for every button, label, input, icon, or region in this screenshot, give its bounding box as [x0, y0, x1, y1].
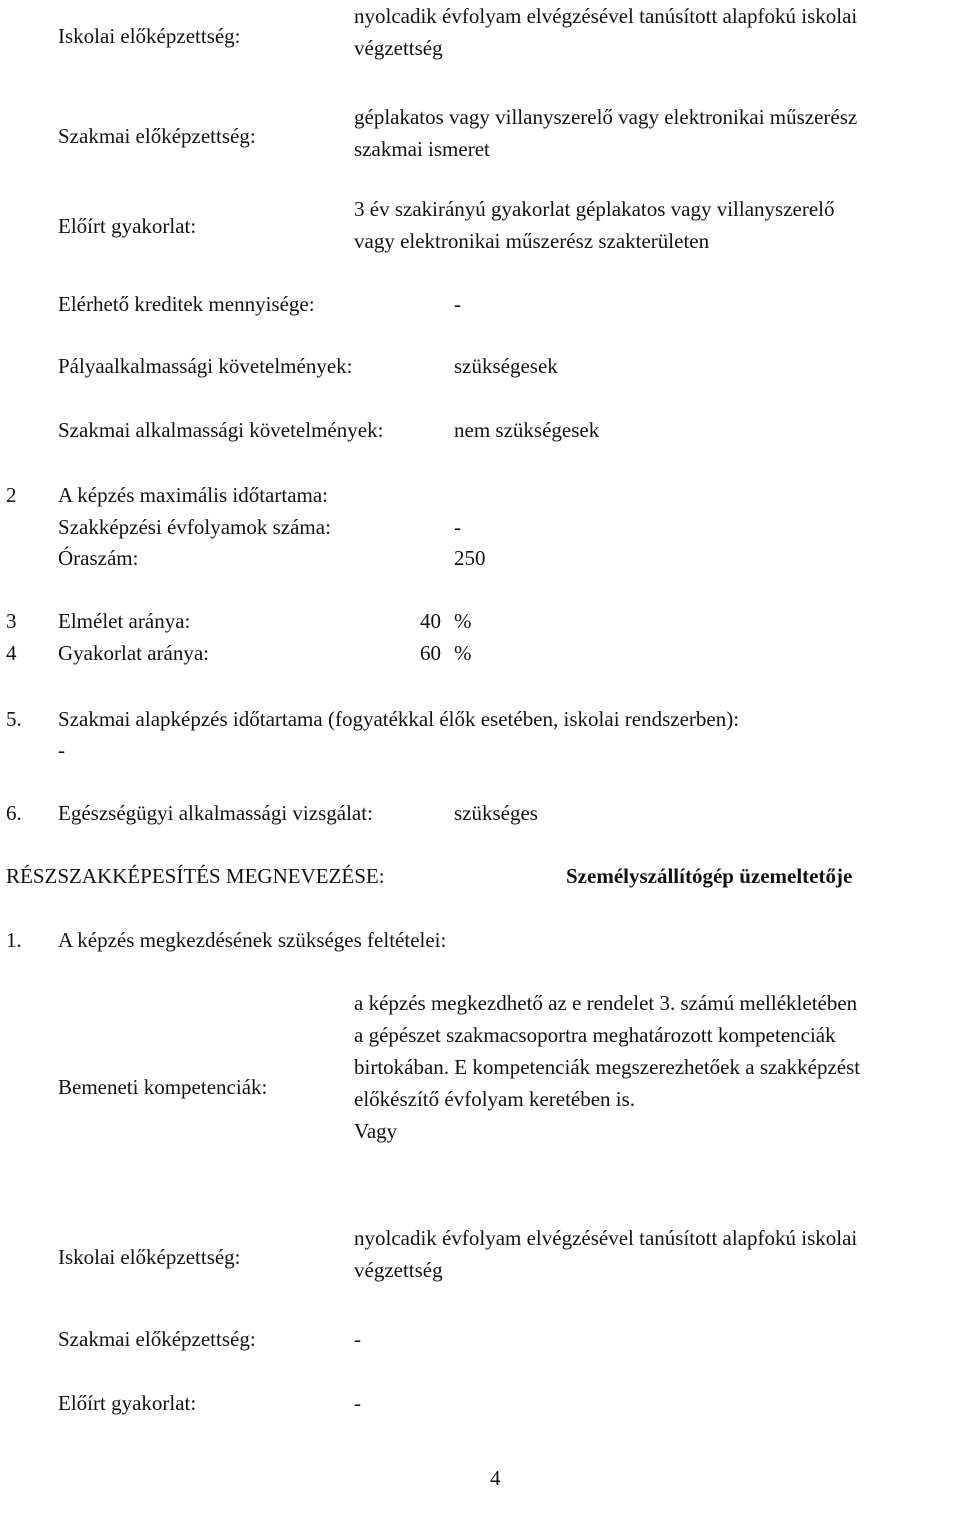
reszszakkepesites-value: Személyszállítógép üzemeltetője	[566, 864, 853, 888]
szakmai-elokepzettseg-value	[354, 101, 857, 165]
item-2-number: 2	[6, 483, 17, 507]
evfolyamok-value: -	[454, 515, 461, 539]
value-line: nyolcadik évfolyam elvégzésével tanúsított alapfokú iskolai	[354, 4, 858, 28]
value-line: Vagy	[354, 1119, 398, 1143]
palyaalkalmassagi-value: szükségesek	[454, 354, 558, 378]
elmelet-label: Elmélet aránya:	[58, 609, 191, 633]
item-6-value: szükséges	[454, 801, 538, 825]
value-line: 3 év szakirányú gyakorlat géplakatos vagy villanyszerelő	[354, 197, 835, 221]
item-5-value: -	[58, 738, 65, 762]
eloirt-gyakorlat-label-2: Előírt gyakorlat:	[58, 1391, 197, 1415]
reszszakkepesites-label: RÉSZSZAKKÉPESÍTÉS MEGNEVEZÉSE:	[6, 864, 385, 888]
item-5-number: 5.	[6, 707, 22, 731]
value-line: géplakatos vagy villanyszerelő vagy elektronikai műszerész	[354, 105, 858, 129]
oraszam-value: 250	[454, 546, 486, 570]
iskolai-elokepzettseg-label-2: Iskolai előképzettség:	[58, 1245, 241, 1269]
oraszam-label: Óraszám:	[58, 546, 139, 570]
szakmai-alkalmassagi-value: nem szükségesek	[454, 418, 600, 442]
value-line: végzettség	[354, 36, 443, 60]
item-2-title: A képzés maximális időtartama:	[58, 483, 329, 507]
szakmai-elokepzettseg-label-2: Szakmai előképzettség:	[58, 1327, 256, 1351]
szakmai-alkalmassagi-label: Szakmai alkalmassági követelmények:	[58, 418, 384, 442]
iskolai-elokepzettseg-value	[354, 0, 857, 64]
page-number: 4	[490, 1466, 501, 1490]
item-1-number: 1.	[6, 928, 22, 952]
value-line: előkészítő évfolyam keretében is.	[354, 1087, 636, 1111]
value-line: nyolcadik évfolyam elvégzésével tanúsított alapfokú iskolai	[354, 1226, 858, 1250]
item-3-number: 3	[6, 609, 17, 633]
item-5-text: Szakmai alapképzés időtartama (fogyatékkal élők esetében, iskolai rendszerben):	[58, 707, 740, 731]
szakmai-elokepzettseg-value-2: -	[354, 1327, 361, 1351]
item-6-label: Egészségügyi alkalmassági vizsgálat:	[58, 801, 373, 825]
gyakorlat-unit: %	[454, 641, 472, 665]
eloirt-gyakorlat-value	[354, 193, 835, 257]
bemeneti-kompetenciak-value	[354, 987, 860, 1147]
gyakorlat-value: 60	[420, 641, 441, 665]
value-line: végzettség	[354, 1258, 443, 1282]
value-line: a képzés megkezdhető az e rendelet 3. számú mellékletében	[354, 991, 858, 1015]
item-1-text: A képzés megkezdésének szükséges feltételei:	[58, 928, 447, 952]
value-line: a gépészet szakmacsoportra meghatározott kompetenciák	[354, 1023, 836, 1047]
kreditek-label: Elérhető kreditek mennyisége:	[58, 292, 315, 316]
iskolai-elokepzettseg-label: Iskolai előképzettség:	[58, 24, 241, 48]
item-6-number: 6.	[6, 801, 22, 825]
gyakorlat-label: Gyakorlat aránya:	[58, 641, 210, 665]
item-4-number: 4	[6, 641, 17, 665]
value-line: vagy elektronikai műszerész szakterületen	[354, 229, 710, 253]
eloirt-gyakorlat-label: Előírt gyakorlat:	[58, 214, 197, 238]
elmelet-value: 40	[420, 609, 441, 633]
iskolai-elokepzettseg-value-2	[354, 1222, 857, 1286]
value-line: birtokában. E kompetenciák megszerezhetőek a szakképzést	[354, 1055, 861, 1079]
eloirt-gyakorlat-value-2: -	[354, 1391, 361, 1415]
szakmai-elokepzettseg-label: Szakmai előképzettség:	[58, 124, 256, 148]
kreditek-value: -	[454, 292, 461, 316]
value-line: szakmai ismeret	[354, 137, 490, 161]
elmelet-unit: %	[454, 609, 472, 633]
palyaalkalmassagi-label: Pályaalkalmassági követelmények:	[58, 354, 353, 378]
evfolyamok-label: Szakképzési évfolyamok száma:	[58, 515, 331, 539]
bemeneti-kompetenciak-label: Bemeneti kompetenciák:	[58, 1075, 268, 1099]
